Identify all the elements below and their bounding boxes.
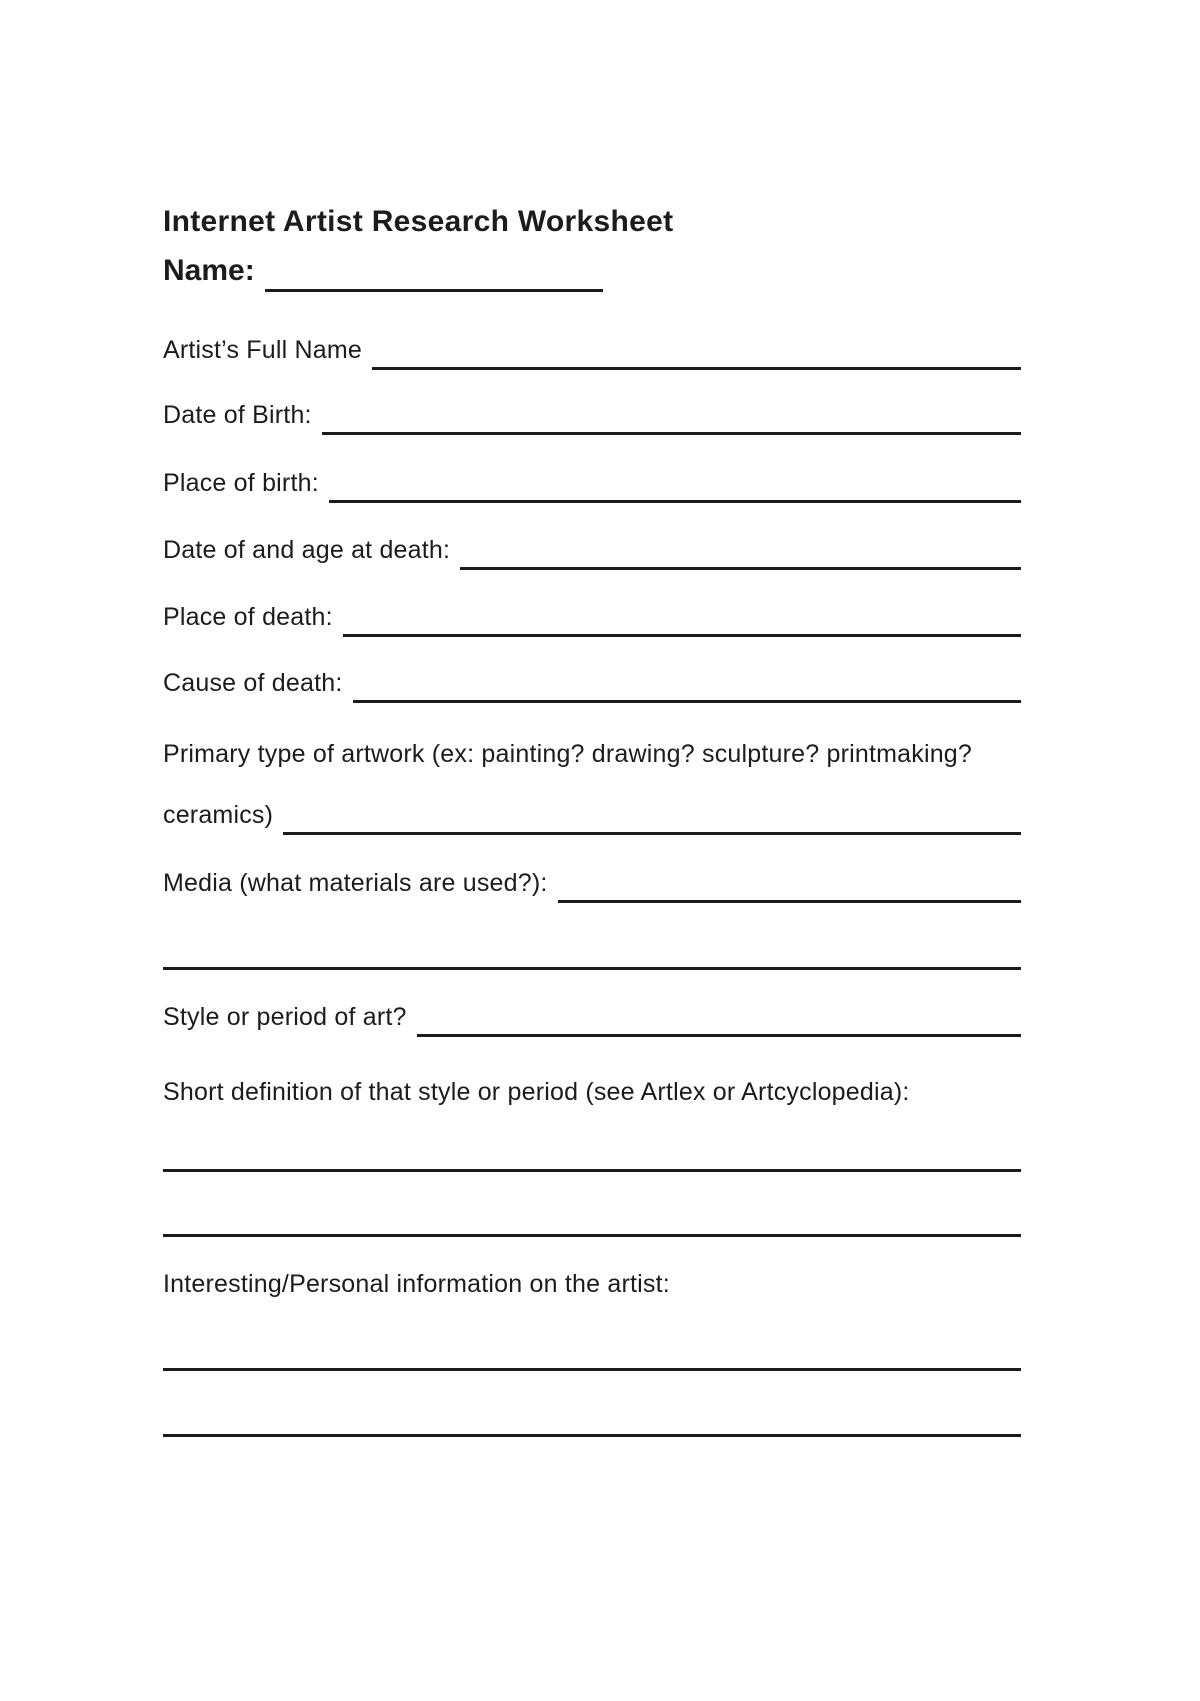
field-label-style-or-period: Style or period of art? xyxy=(163,1003,407,1031)
field-label-date-age-at-death: Date of and age at death: xyxy=(163,536,451,564)
blank-line xyxy=(343,634,1021,637)
blank-line xyxy=(163,1368,1021,1371)
blank-line xyxy=(353,700,1021,703)
blank-line xyxy=(163,1234,1021,1237)
continuation-line-row xyxy=(163,928,1021,970)
blank-line xyxy=(283,832,1021,835)
blank-line xyxy=(558,900,1021,903)
field-label-cause-of-death: Cause of death: xyxy=(163,669,343,697)
blank-line xyxy=(322,432,1021,435)
blank-line xyxy=(417,1034,1021,1037)
field-label-place-of-death: Place of death: xyxy=(163,603,333,631)
field-row-place-of-birth xyxy=(163,461,1021,503)
answer-line-row xyxy=(163,1195,1021,1237)
field-label-place-of-birth: Place of birth: xyxy=(163,469,319,497)
field-row-date-age-at-death xyxy=(163,528,1021,570)
field-label-date-of-birth: Date of Birth: xyxy=(163,401,312,429)
blank-line xyxy=(460,567,1021,570)
blank-line xyxy=(163,1434,1021,1437)
field-row-place-of-death xyxy=(163,595,1021,637)
blank-line xyxy=(163,1169,1021,1172)
text-primary-type-of-artwork: Primary type of artwork (ex: painting? drawing? sculpture? printmaking? xyxy=(163,740,973,768)
text-short-definition: Short definition of that style or period (see Artlex or Artcyclopedia): xyxy=(163,1078,910,1106)
field-label-ceramics: ceramics) xyxy=(163,801,274,829)
field-row-cause-of-death xyxy=(163,661,1021,703)
field-row-ceramics xyxy=(163,793,1021,835)
blank-line xyxy=(372,367,1021,370)
student-name-label: Name: xyxy=(163,254,255,287)
student-name-row xyxy=(163,248,603,292)
field-row-date-of-birth xyxy=(163,393,1021,435)
field-label-artist-full-name: Artist’s Full Name xyxy=(163,336,363,364)
field-row-media xyxy=(163,861,1021,903)
blank-line xyxy=(329,500,1021,503)
text-interesting-personal-info: Interesting/Personal information on the artist: xyxy=(163,1270,670,1298)
blank-line xyxy=(163,967,1021,970)
answer-line-row xyxy=(163,1130,1021,1172)
page-title: Internet Artist Research Worksheet xyxy=(163,205,674,238)
field-label-media: Media (what materials are used?): xyxy=(163,869,548,897)
field-row-artist-full-name xyxy=(163,328,1021,370)
answer-line-row xyxy=(163,1395,1021,1437)
student-name-blank-line xyxy=(265,289,603,292)
field-row-style-or-period xyxy=(163,995,1021,1037)
answer-line-row xyxy=(163,1329,1021,1371)
